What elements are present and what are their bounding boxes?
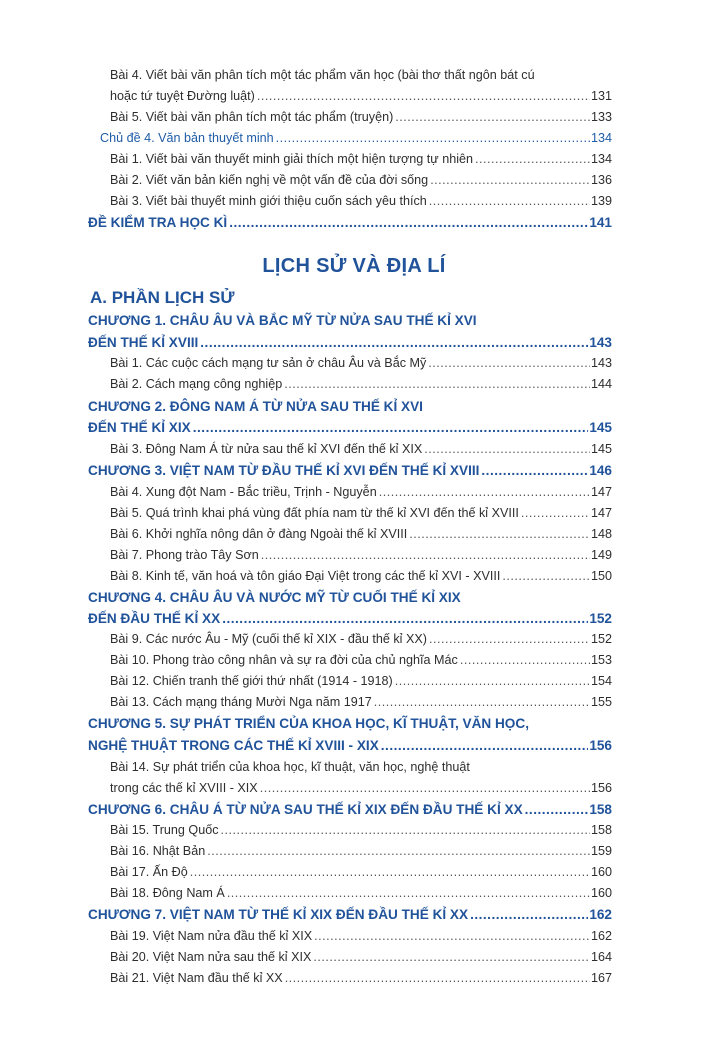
toc-entry-lesson5[interactable] <box>110 109 612 126</box>
toc-entry-page: 160 <box>590 865 612 879</box>
toc-entry-page: 143 <box>589 335 612 350</box>
toc-entry-topic4-lesson2[interactable] <box>110 172 612 189</box>
dot-leader <box>374 694 590 711</box>
subject-title: LỊCH SỬ VÀ ĐỊA LÍ <box>262 255 446 277</box>
toc-entry-title: Bài 4. Xung đột Nam - Bắc triều, Trịnh - Nguyễn <box>110 485 377 499</box>
toc-entry-lesson-9[interactable] <box>110 631 612 648</box>
toc-entry-page: 162 <box>590 929 612 943</box>
toc-entry-lesson-6[interactable] <box>110 526 612 543</box>
toc-entry-title: NGHỆ THUẬT TRONG CÁC THẾ KỈ XVIII - XIX <box>88 738 379 753</box>
toc-entry-title: trong các thế kỉ XVIII - XIX <box>110 781 258 795</box>
chapter-2-title-line1[interactable]: CHƯƠNG 2. ĐÔNG NAM Á TỪ NỬA SAU THẾ KỈ XVI <box>88 399 423 414</box>
toc-entry-page: 153 <box>590 653 612 667</box>
toc-entry-title: Bài 2. Viết văn bản kiến nghị về một vấn đề của đời sống <box>110 173 429 187</box>
toc-entry-title: Bài 5. Viết bài văn phân tích một tác phẩm (truyện) <box>110 110 394 124</box>
toc-entry-chapter-3[interactable] <box>88 461 612 480</box>
toc-entry-chapter-5[interactable] <box>88 736 612 755</box>
toc-entry-title: ĐẾN ĐẦU THẾ KỈ XX <box>88 611 221 626</box>
toc-entry-lesson-8[interactable] <box>110 568 612 585</box>
toc-entry-lesson4[interactable] <box>110 88 612 105</box>
toc-entry-lesson-16[interactable] <box>110 843 612 860</box>
toc-entry-topic4[interactable] <box>100 130 612 147</box>
toc-entry-title: ĐẾN THẾ KỈ XVIII <box>88 335 199 350</box>
toc-entry-title: CHƯƠNG 6. CHÂU Á TỪ NỬA SAU THẾ KỈ XIX ĐẾN ĐẦU THẾ KỈ XX <box>88 802 523 817</box>
toc-entry-page: 133 <box>590 110 612 124</box>
toc-entry-chapter-7[interactable] <box>88 905 612 924</box>
dot-leader <box>381 736 589 755</box>
toc-entry-page: 134 <box>590 131 612 145</box>
dot-leader <box>429 193 590 210</box>
dot-leader <box>260 780 590 797</box>
toc-entry-lesson-21[interactable] <box>110 970 612 987</box>
dot-leader <box>521 505 590 522</box>
toc-entry-title: Bài 3. Đông Nam Á từ nửa sau thế kỉ XVI đến thế kỉ XIX <box>110 442 423 456</box>
toc-entry-page: 152 <box>590 632 612 646</box>
toc-entry-lesson-1[interactable] <box>110 355 612 372</box>
dot-leader <box>313 949 590 966</box>
toc-entry-title: Bài 16. Nhật Bản <box>110 844 206 858</box>
toc-entry-page: 158 <box>589 802 612 817</box>
toc-entry-page: 147 <box>590 506 612 520</box>
toc-entry-title: Bài 1. Các cuộc cách mạng tư sản ở châu Âu và Bắc Mỹ <box>110 356 427 370</box>
toc-entry-title: Bài 1. Viết bài văn thuyết minh giải thích một hiện tượng tự nhiên <box>110 152 474 166</box>
dot-leader <box>257 88 590 105</box>
toc-entry-page: 164 <box>590 950 612 964</box>
toc-entry-chapter-2[interactable] <box>88 418 612 437</box>
toc-entry-page: 150 <box>590 569 612 583</box>
toc-entry-page: 141 <box>589 215 612 230</box>
toc-entry-page: 131 <box>590 89 612 103</box>
toc-entry-page: 143 <box>590 356 612 370</box>
toc-entry-page: 156 <box>589 738 612 753</box>
toc-entry-title: Bài 18. Đông Nam Á <box>110 886 225 900</box>
dot-leader <box>475 151 590 168</box>
toc-entry-page: 167 <box>590 971 612 985</box>
dot-leader <box>276 130 590 147</box>
toc-entry-page: 148 <box>590 527 612 541</box>
dot-leader <box>221 822 590 839</box>
toc-entry-title: Bài 2. Cách mạng công nghiệp <box>110 377 283 391</box>
toc-entry-lesson-13[interactable] <box>110 694 612 711</box>
toc-entry-lesson-19[interactable] <box>110 928 612 945</box>
dot-leader <box>314 928 590 945</box>
toc-entry-page: 139 <box>590 194 612 208</box>
toc-entry-title: Bài 17. Ấn Độ <box>110 865 188 879</box>
dot-leader <box>460 652 590 669</box>
dot-leader <box>409 526 590 543</box>
toc-entry-title: Chủ đề 4. Văn bản thuyết minh <box>100 131 274 145</box>
chapter-4-title-line1[interactable]: CHƯƠNG 4. CHÂU ÂU VÀ NƯỚC MỸ TỪ CUỐI THẾ KỈ XIX <box>88 590 461 605</box>
toc-entry-lesson-7[interactable] <box>110 547 612 564</box>
dot-leader <box>229 213 588 232</box>
dot-leader <box>481 461 588 480</box>
dot-leader <box>261 547 590 564</box>
dot-leader <box>227 885 590 902</box>
toc-entry-page: 160 <box>590 886 612 900</box>
dot-leader <box>395 673 590 690</box>
toc-entry-page: 152 <box>589 611 612 626</box>
toc-entry-title: Bài 15. Trung Quốc <box>110 823 219 837</box>
toc-entry-topic4-lesson1[interactable] <box>110 151 612 168</box>
toc-entry-lesson-15[interactable] <box>110 822 612 839</box>
toc-entry-title: Bài 20. Việt Nam nửa sau thế kỉ XIX <box>110 950 312 964</box>
toc-entry-lesson-3[interactable] <box>110 441 612 458</box>
toc-entry-title: Bài 19. Việt Nam nửa đầu thế kỉ XIX <box>110 929 313 943</box>
part-title: A. PHẦN LỊCH SỬ <box>90 288 235 307</box>
toc-entry-title: Bài 21. Việt Nam đầu thế kỉ XX <box>110 971 283 985</box>
dot-leader <box>207 843 590 860</box>
toc-entry-title: Bài 6. Khởi nghĩa nông dân ở đàng Ngoài thế kỉ XVIII <box>110 527 408 541</box>
toc-entry-lesson-2[interactable] <box>110 376 612 393</box>
dot-leader <box>525 800 589 819</box>
toc-entry-topic4-lesson3[interactable] <box>110 193 612 210</box>
dot-leader <box>395 109 590 126</box>
toc-entry-title: Bài 3. Viết bài thuyết minh giới thiệu cuốn sách yêu thích <box>110 194 427 208</box>
dot-leader <box>285 970 590 987</box>
toc-entry-page: 144 <box>590 377 612 391</box>
dot-leader <box>502 568 590 585</box>
dot-leader <box>379 484 590 501</box>
toc-entry-lesson-4[interactable] <box>110 484 612 501</box>
toc-entry-lesson-14[interactable] <box>110 780 612 797</box>
toc-entry-lesson-14-line1[interactable]: Bài 14. Sự phát triển của khoa học, kĩ thuật, văn học, nghệ thuật <box>110 760 470 774</box>
toc-entry-lesson-17[interactable] <box>110 864 612 881</box>
toc-entry-title: Bài 8. Kinh tế, văn hoá và tôn giáo Đại Việt trong các thế kỉ XVI - XVIII <box>110 569 501 583</box>
toc-entry-lesson4-line1[interactable]: Bài 4. Viết bài văn phân tích một tác phẩm văn học (bài thơ thất ngôn bát cú <box>110 68 535 82</box>
toc-entry-page: 146 <box>589 463 612 478</box>
toc-entry-title: ĐẾN THẾ KỈ XIX <box>88 420 191 435</box>
toc-entry-chapter-1[interactable] <box>88 333 612 352</box>
toc-entry-lesson-10[interactable] <box>110 652 612 669</box>
toc-entry-exam[interactable] <box>88 213 612 232</box>
dot-leader <box>222 609 588 628</box>
dot-leader <box>470 905 588 924</box>
toc-entry-title: CHƯƠNG 7. VIỆT NAM TỪ THẾ KỈ XIX ĐẾN ĐẦU THẾ KỈ XX <box>88 907 469 922</box>
toc-entry-page: 154 <box>590 674 612 688</box>
toc-entry-title: Bài 7. Phong trào Tây Sơn <box>110 548 259 562</box>
dot-leader <box>428 355 590 372</box>
dot-leader <box>430 172 590 189</box>
toc-entry-chapter-4[interactable] <box>88 609 612 628</box>
toc-entry-lesson-18[interactable] <box>110 885 612 902</box>
toc-entry-page: 156 <box>590 781 612 795</box>
toc-entry-page: 136 <box>590 173 612 187</box>
toc-entry-chapter-6[interactable] <box>88 800 612 819</box>
toc-entry-page: 145 <box>589 420 612 435</box>
toc-entry-title: Bài 9. Các nước Âu - Mỹ (cuối thế kỉ XIX - đầu thế kỉ XX) <box>110 632 427 646</box>
toc-entry-title: CHƯƠNG 3. VIỆT NAM TỪ ĐẦU THẾ KỈ XVI ĐẾN THẾ KỈ XVIII <box>88 463 480 478</box>
toc-entry-page: 147 <box>590 485 612 499</box>
toc-entry-title: Bài 13. Cách mạng tháng Mười Nga năm 1917 <box>110 695 372 709</box>
toc-entry-title: Bài 10. Phong trào công nhân và sự ra đời của chủ nghĩa Mác <box>110 653 458 667</box>
toc-entry-page: 158 <box>590 823 612 837</box>
toc-entry-page: 155 <box>590 695 612 709</box>
toc-entry-page: 134 <box>590 152 612 166</box>
dot-leader <box>193 418 589 437</box>
toc-entry-lesson-20[interactable] <box>110 949 612 966</box>
dot-leader <box>284 376 590 393</box>
chapter-5-title-line1[interactable]: CHƯƠNG 5. SỰ PHÁT TRIỂN CỦA KHOA HỌC, KĨ THUẬT, VĂN HỌC, <box>88 716 529 731</box>
dot-leader <box>424 441 590 458</box>
chapter-1-title-line1[interactable]: CHƯƠNG 1. CHÂU ÂU VÀ BẮC MỸ TỪ NỬA SAU THẾ KỈ XVI <box>88 313 477 328</box>
toc-entry-lesson-12[interactable] <box>110 673 612 690</box>
toc-entry-page: 162 <box>589 907 612 922</box>
toc-entry-title: Bài 5. Quá trình khai phá vùng đất phía nam từ thế kỉ XVI đến thế kỉ XVIII <box>110 506 519 520</box>
dot-leader <box>429 631 590 648</box>
toc-entry-title: ĐỀ KIỂM TRA HỌC KÌ <box>88 215 228 230</box>
dot-leader <box>200 333 588 352</box>
toc-entry-title: Bài 12. Chiến tranh thế giới thứ nhất (1914 - 1918) <box>110 674 393 688</box>
toc-entry-page: 149 <box>590 548 612 562</box>
toc-entry-title: hoặc tứ tuyệt Đường luật) <box>110 89 255 103</box>
toc-entry-lesson-5[interactable] <box>110 505 612 522</box>
dot-leader <box>190 864 590 881</box>
toc-entry-page: 145 <box>590 442 612 456</box>
toc-entry-page: 159 <box>590 844 612 858</box>
